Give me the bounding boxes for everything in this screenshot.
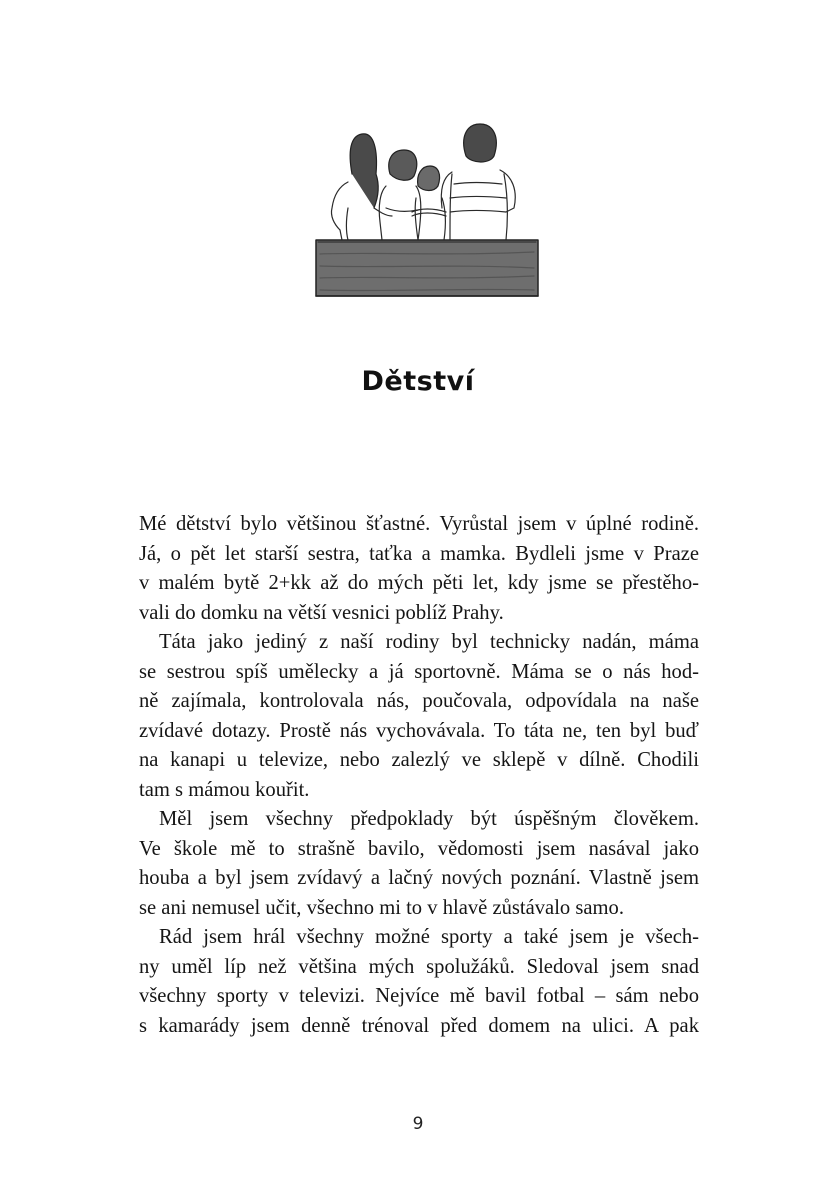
family-on-bench-illustration — [300, 112, 550, 307]
text-line: zvídavé dotazy. Prostě nás vychovávala. To táta ne, ten byl buď — [139, 719, 699, 742]
text-line: ně zajímala, kontrolovala nás, poučovala, odpovídala na naše — [139, 690, 699, 712]
text-line: na kanapi u televize, nebo zalezlý ve sklepě v dílně. Chodili — [139, 749, 699, 771]
text-line: Měl jsem všechny předpoklady být úspěšným člověkem. — [159, 808, 699, 830]
text-line: se sestrou spíš umělecky a já sportovně. Máma se o nás hod- — [139, 660, 699, 683]
text-line: Táta jako jediný z naší rodiny byl technicky nadán, máma — [159, 631, 699, 653]
text-line: s kamarády jsem denně trénoval před domem na ulici. A pak — [139, 1014, 699, 1037]
text-line: se ani nemusel učit, všechno mi to v hlavě zůstávalo samo. — [139, 896, 624, 919]
paragraph — [139, 805, 699, 923]
text-line: tam s mámou kouřit. — [139, 778, 310, 801]
text-line: v malém bytě 2+kk až do mých pěti let, kdy jsme se přestěho- — [139, 572, 699, 594]
paragraph — [139, 628, 699, 805]
text-line: houba a byl jsem zvídavý a lačný nových poznání. Vlastně jsem — [139, 867, 699, 889]
page-number: 9 — [412, 1114, 424, 1134]
figure-father — [441, 124, 515, 240]
paragraph — [139, 923, 699, 1041]
text-line: všechny sporty v televizi. Nejvíce mě bavil fotbal – sám nebo — [139, 985, 699, 1007]
chapter-title: Dětství — [361, 366, 475, 397]
text-line: Já, o pět let starší sestra, taťka a mamka. Bydleli jsme v Praze — [139, 542, 699, 565]
text-line: Rád jsem hrál všechny možné sporty a také jsem je všech- — [159, 926, 699, 948]
text-line: Ve škole mě to strašně bavilo, vědomosti jsem nasával jako — [139, 837, 699, 860]
text-line: vali do domku na větší vesnici poblíž Prahy. — [139, 601, 504, 624]
text-line: Mé dětství bylo většinou šťastné. Vyrůstal jsem v úplné rodině. — [139, 513, 699, 535]
chapter-body — [139, 510, 699, 1041]
text-line: ny uměl líp než většina mých spolužáků. Sledoval jsem snad — [139, 955, 699, 978]
paragraph — [139, 510, 699, 628]
bench — [316, 240, 538, 296]
figure-mother — [331, 134, 392, 240]
figure-sister — [379, 150, 421, 240]
